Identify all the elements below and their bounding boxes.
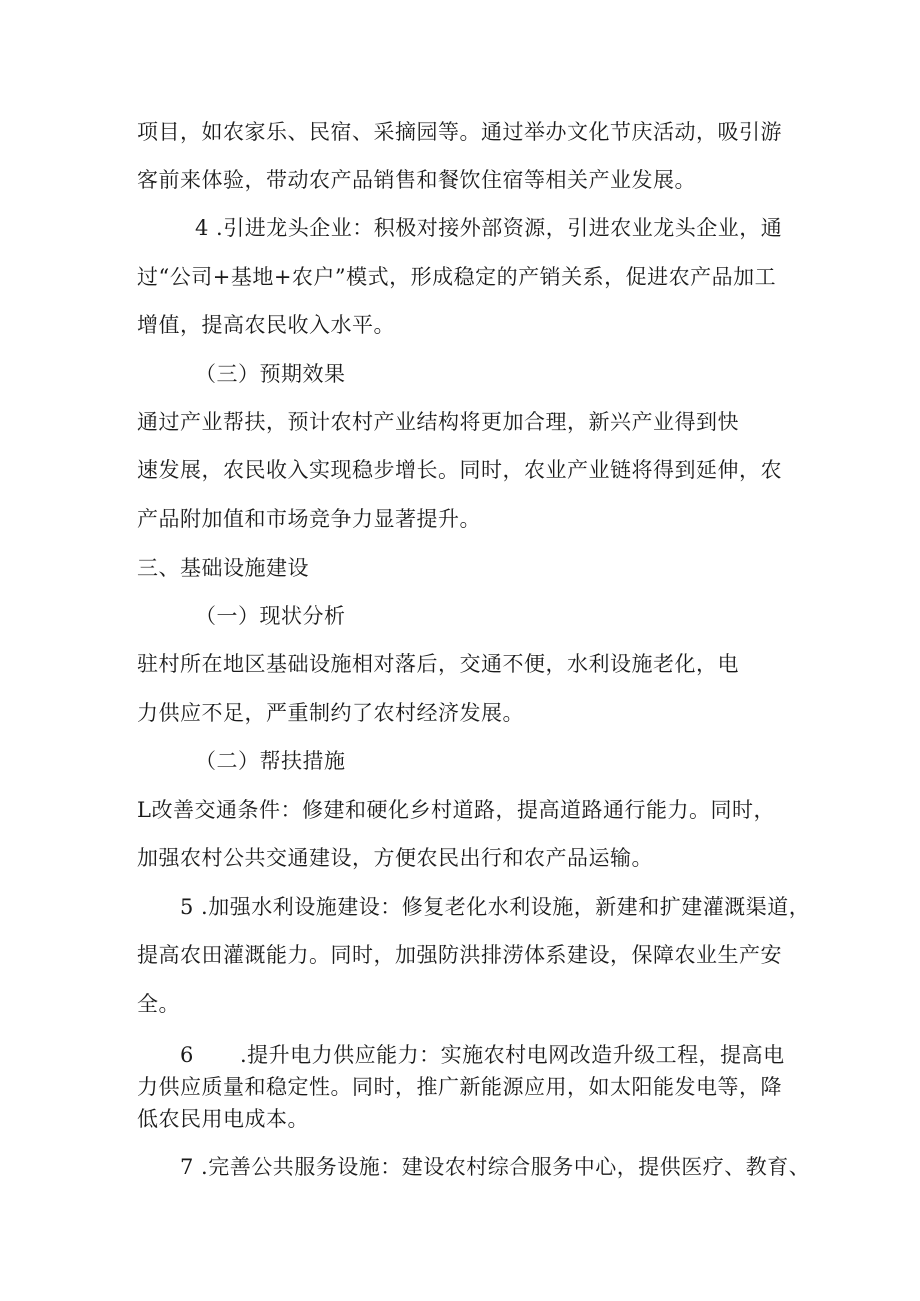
paragraph-line: 加强农村公共交通建设，方便农民出行和农产品运输。 — [137, 846, 653, 870]
list-item-6-number: 6 — [180, 1043, 194, 1067]
paragraph-line: 全。 — [137, 992, 180, 1016]
paragraph-line: 驻村所在地区基础设施相对落后，交通不便，水利设施老化，电 — [137, 652, 739, 676]
list-item-7-line: 7 .完善公共服务设施：建设农村综合服务中心，提供医疗、教育、 — [180, 1155, 811, 1179]
paragraph-line: 速发展，农民收入实现稳步增长。同时，农业产业链将得到延伸，农 — [137, 458, 782, 482]
paragraph-line: 通过产业帮扶，预计农村产业结构将更加合理，新兴产业得到快 — [137, 410, 739, 434]
paragraph-line: 力供应质量和稳定性。同时，推广新能源应用，如太阳能发电等，降 — [137, 1075, 782, 1099]
section-heading: （一）现状分析 — [195, 604, 346, 628]
list-item-5-line: 5 .加强水利设施建设：修复老化水利设施，新建和扩建灌溉渠道， — [180, 895, 811, 919]
section-heading: （二）帮扶措施 — [195, 749, 346, 773]
paragraph-line: 力供应不足，严重制约了农村经济发展。 — [137, 701, 524, 725]
list-item-6-line — [180, 1040, 840, 1070]
list-item-6-text: .提升电力供应能力：实施农村电网改造升级工程，提高电 — [240, 1043, 785, 1067]
paragraph-line: 过“公司+基地+农户”模式，形成稳定的产销关系，促进农产品加工 — [137, 265, 777, 289]
paragraph-line: 增值，提高农民收入水平。 — [137, 313, 395, 337]
section-heading: （三）预期效果 — [195, 362, 346, 386]
paragraph-line: 低农民用电成本。 — [137, 1107, 309, 1131]
list-item-4-line: 4 .引进龙头企业：积极对接外部资源，引进农业龙头企业，通 — [195, 216, 783, 240]
paragraph-line: 项目，如农家乐、民宿、采摘园等。通过举办文化节庆活动，吸引游 — [137, 120, 782, 144]
paragraph-line: 产品附加值和市场竞争力显著提升。 — [137, 507, 481, 531]
chapter-heading: 三、基础设施建设 — [137, 556, 309, 580]
paragraph-line: 提高农田灌溉能力。同时，加强防洪排涝体系建设，保障农业生产安 — [137, 943, 782, 967]
paragraph-line: 客前来体验，带动农产品销售和餐饮住宿等相关产业发展。 — [137, 168, 696, 192]
list-item-1-line: L改善交通条件：修建和硬化乡村道路，提高道路通行能力。同时， — [137, 798, 775, 822]
